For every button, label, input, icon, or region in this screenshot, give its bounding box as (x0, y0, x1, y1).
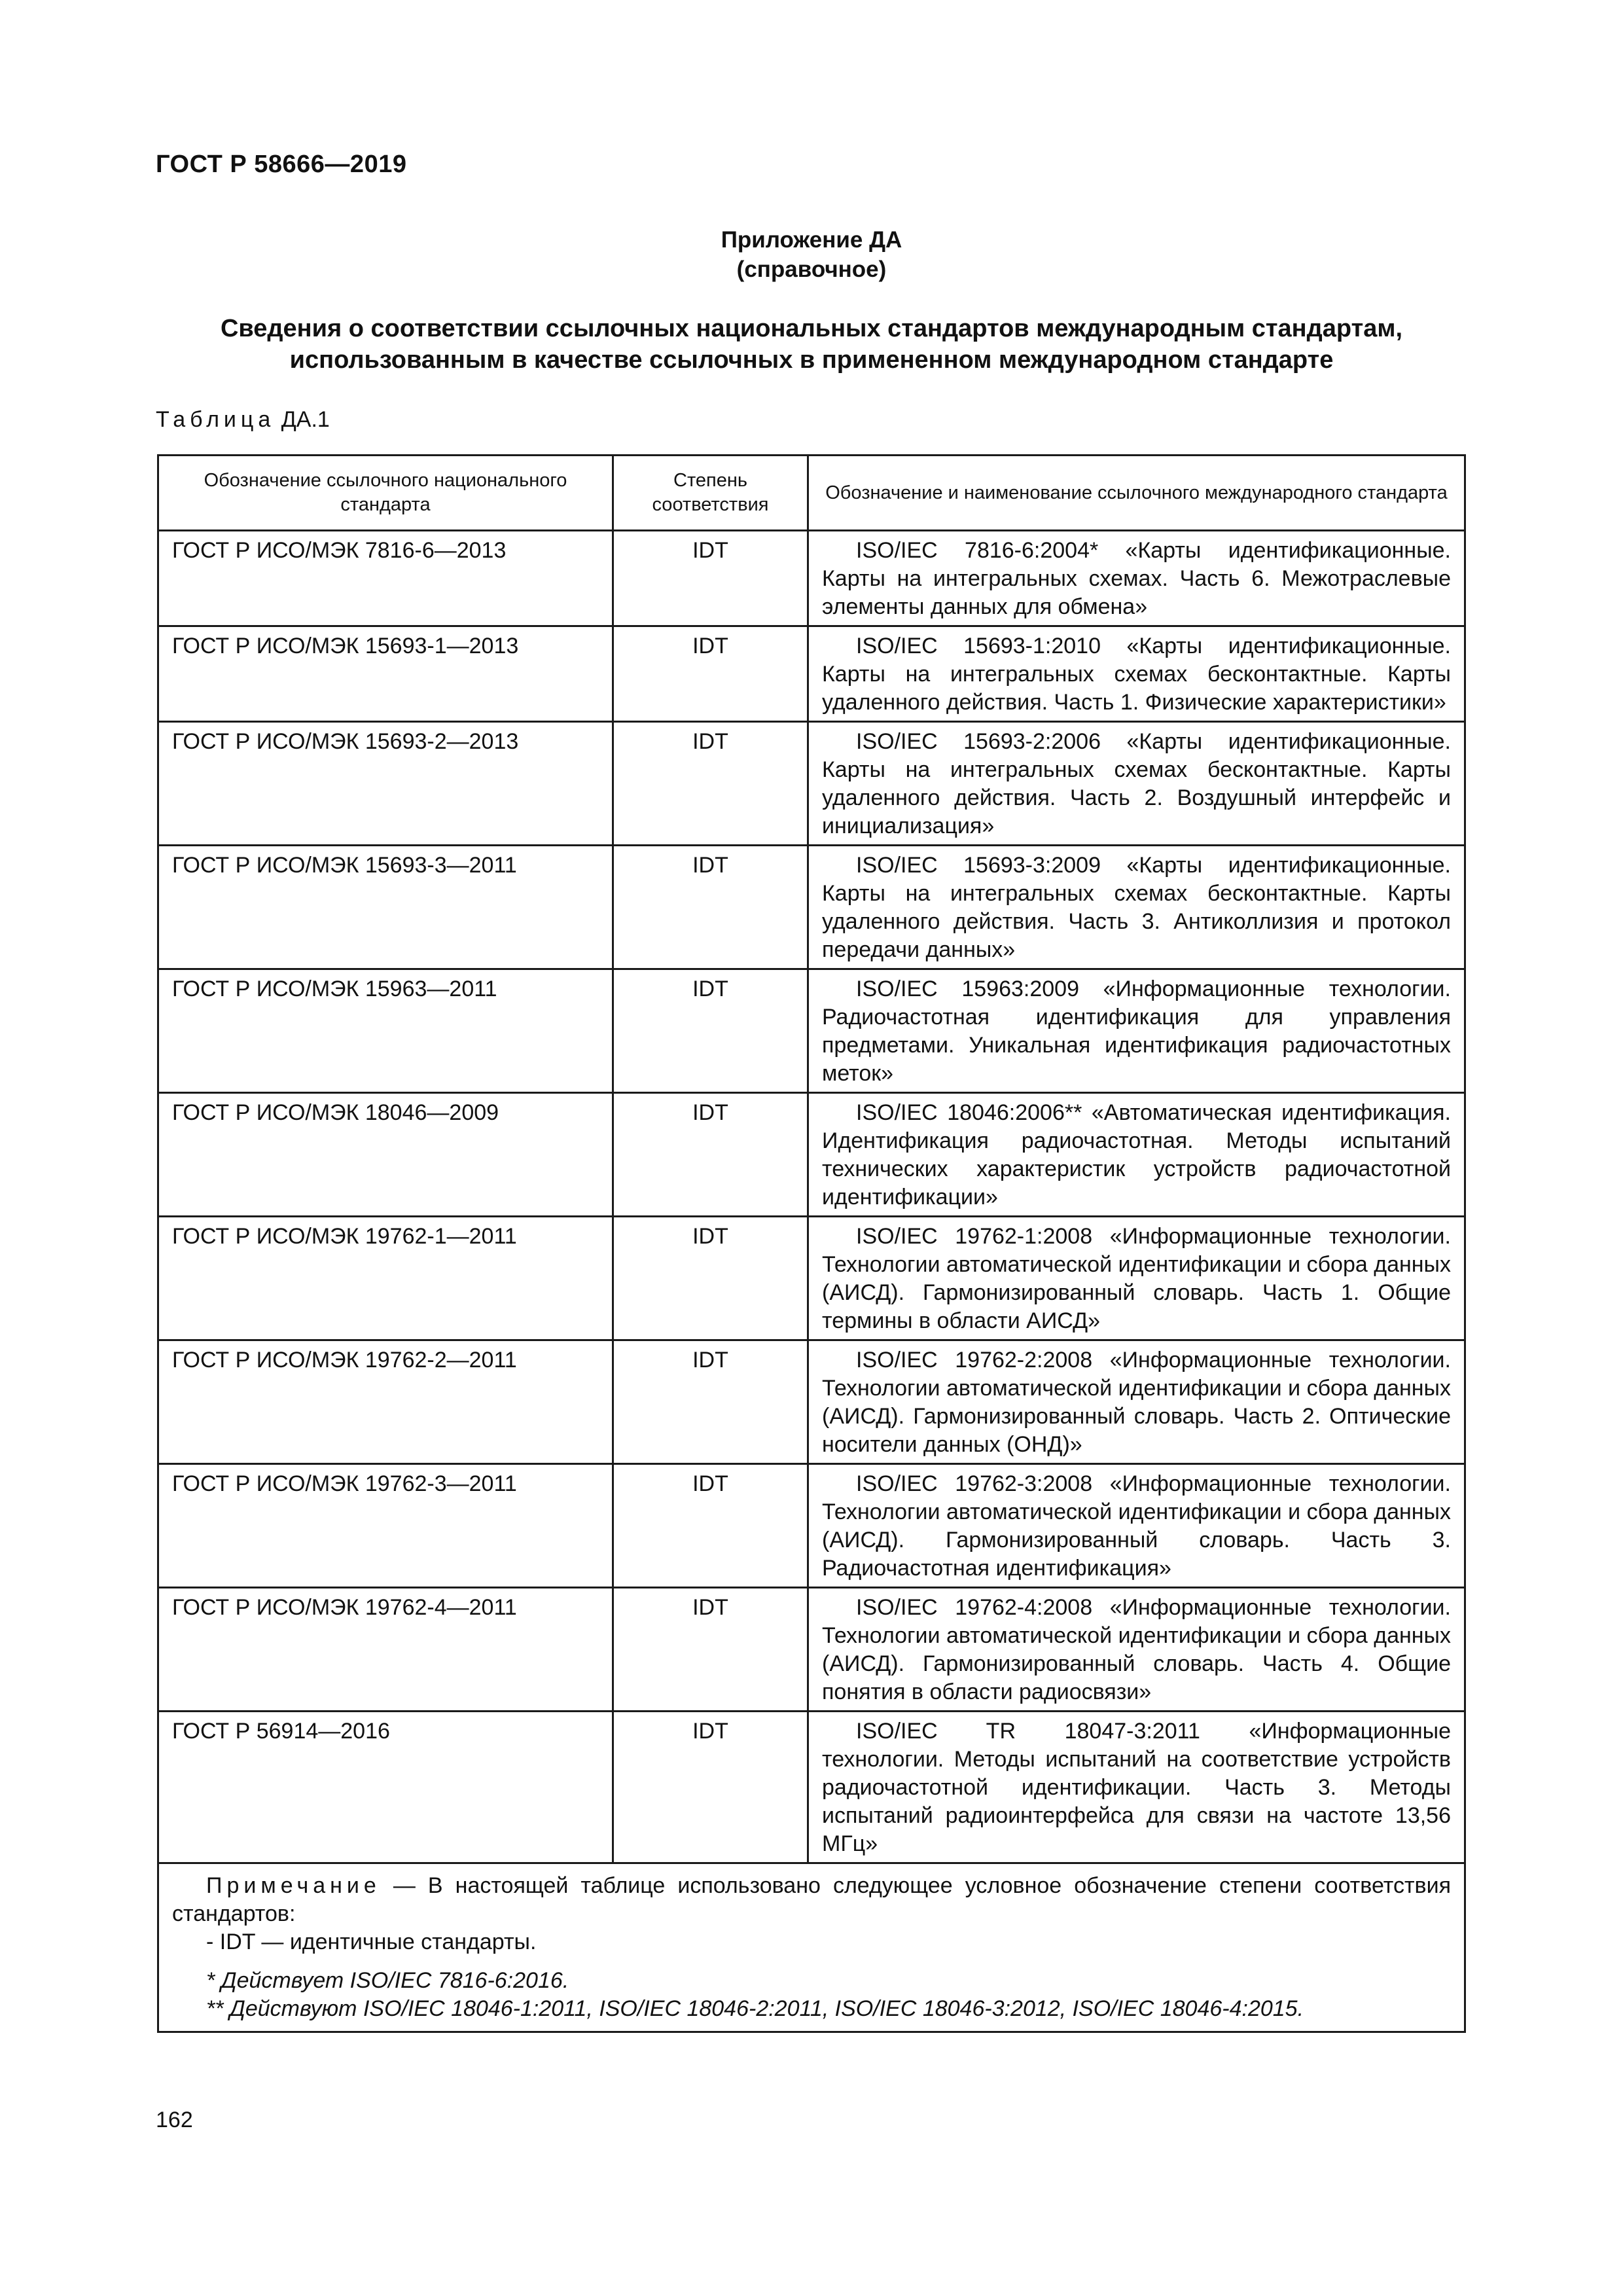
international-standard-cell: ISO/IEC 18046:2006** «Автоматическая идентификация. Идентификация радиочастотная. Методы испытаний технических характеристик устройств радиочастотной идентификации» (808, 1093, 1465, 1217)
national-standard-cell: ГОСТ Р ИСО/МЭК 15963—2011 (158, 969, 613, 1093)
table-row (158, 1588, 1465, 1712)
national-standard-cell: ГОСТ Р ИСО/МЭК 19762-3—2011 (158, 1464, 613, 1588)
degree-cell: IDT (613, 1093, 808, 1217)
table-row (158, 722, 1465, 846)
document-code: ГОСТ Р 58666—2019 (156, 151, 407, 178)
note-item: - IDT — идентичные стандарты. (206, 1929, 537, 1954)
header-national-standard: Обозначение ссылочного национального стандарта (158, 456, 613, 531)
national-standard-cell: ГОСТ Р ИСО/МЭК 19762-1—2011 (158, 1217, 613, 1340)
note-label: Примечание (206, 1873, 381, 1898)
national-standard-cell: ГОСТ Р ИСО/МЭК 7816-6—2013 (158, 531, 613, 626)
national-standard-cell: ГОСТ Р ИСО/МЭК 15693-1—2013 (158, 626, 613, 722)
section-heading-line: Сведения о соответствии ссылочных национальных стандартов международным стандартам, (220, 315, 1403, 342)
degree-cell: IDT (613, 1217, 808, 1340)
international-standard-cell: ISO/IEC TR 18047-3:2011 «Информационные технологии. Методы испытаний на соответствие устройств радиочастотной идентификации. Часть 3. Методы испытаний радиоинтерфейса для связи на частоте 13,56 МГц» (808, 1712, 1465, 1863)
appendix-title: Приложение ДА (721, 227, 902, 253)
table-row (158, 1093, 1465, 1217)
table-row (158, 1217, 1465, 1340)
header-degree: Степень соответствия (613, 456, 808, 531)
international-standard-cell: ISO/IEC 19762-3:2008 «Информационные технологии. Технологии автоматической идентификации и сбора данных (АИСД). Гармонизированный словарь. Часть 3. Радиочастотная идентификация» (808, 1464, 1465, 1588)
national-standard-cell: ГОСТ Р ИСО/МЭК 18046—2009 (158, 1093, 613, 1217)
note-text: — В настоящей таблице использовано следующее условное обозначение степени соответствия стандартов: (172, 1873, 1451, 1926)
international-standard-cell: ISO/IEC 19762-1:2008 «Информационные технологии. Технологии автоматической идентификации и сбора данных (АИСД). Гармонизированный словарь. Часть 1. Общие термины в области АИСД» (808, 1217, 1465, 1340)
table-caption (156, 407, 330, 433)
international-standard-cell: ISO/IEC 19762-4:2008 «Информационные технологии. Технологии автоматической идентификации и сбора данных (АИСД). Гармонизированный словарь. Часть 4. Общие понятия в области радиосвязи» (808, 1588, 1465, 1712)
header-international-standard: Обозначение и наименование ссылочного международного стандарта (808, 456, 1465, 531)
degree-cell: IDT (613, 1340, 808, 1464)
section-heading (157, 313, 1466, 376)
table-row (158, 846, 1465, 969)
table-notes-row (158, 1863, 1465, 2032)
footnote: ** Действуют ISO/IEC 18046-1:2011, ISO/IEC 18046-2:2011, ISO/IEC 18046-3:2012, ISO/IEC 18046-4:2015. (206, 1996, 1304, 2021)
degree-cell: IDT (613, 969, 808, 1093)
appendix-subtitle: (справочное) (736, 257, 887, 282)
page-number: 162 (156, 2108, 193, 2132)
section-heading-line: использованным в качестве ссылочных в примененном международном стандарте (289, 346, 1334, 374)
national-standard-cell: ГОСТ Р ИСО/МЭК 15693-2—2013 (158, 722, 613, 846)
table-row (158, 531, 1465, 626)
table-row (158, 1712, 1465, 1863)
degree-cell: IDT (613, 722, 808, 846)
table-caption-word: Таблица (156, 407, 276, 432)
international-standard-cell: ISO/IEC 19762-2:2008 «Информационные технологии. Технологии автоматической идентификации и сбора данных (АИСД). Гармонизированный словарь. Часть 2. Оптические носители данных (ОНД)» (808, 1340, 1465, 1464)
reference-standards-table (157, 454, 1466, 2033)
table-header-row (158, 456, 1465, 531)
table-row (158, 1464, 1465, 1588)
international-standard-cell: ISO/IEC 15693-1:2010 «Карты идентификационные. Карты на интегральных схемах бесконтактные. Карты удаленного действия. Часть 1. Физические характеристики» (808, 626, 1465, 722)
table-notes-cell (158, 1863, 1465, 2032)
national-standard-cell: ГОСТ Р ИСО/МЭК 19762-2—2011 (158, 1340, 613, 1464)
international-standard-cell: ISO/IEC 15693-2:2006 «Карты идентификационные. Карты на интегральных схемах бесконтактные. Карты удаленного действия. Часть 2. Воздушный интерфейс и инициализация» (808, 722, 1465, 846)
international-standard-cell: ISO/IEC 7816-6:2004* «Карты идентификационные. Карты на интегральных схемах. Часть 6. Межотраслевые элементы данных для обмена» (808, 531, 1465, 626)
international-standard-cell: ISO/IEC 15963:2009 «Информационные технологии. Радиочастотная идентификация для управления предметами. Уникальная идентификация радиочастотных меток» (808, 969, 1465, 1093)
note-paragraph (172, 1872, 1451, 1928)
degree-cell: IDT (613, 626, 808, 722)
degree-cell: IDT (613, 1464, 808, 1588)
national-standard-cell: ГОСТ Р ИСО/МЭК 15693-3—2011 (158, 846, 613, 969)
national-standard-cell: ГОСТ Р ИСО/МЭК 19762-4—2011 (158, 1588, 613, 1712)
table-row (158, 1340, 1465, 1464)
table-caption-number: ДА.1 (281, 407, 330, 432)
degree-cell: IDT (613, 846, 808, 969)
table-row (158, 626, 1465, 722)
national-standard-cell: ГОСТ Р 56914—2016 (158, 1712, 613, 1863)
degree-cell: IDT (613, 1712, 808, 1863)
degree-cell: IDT (613, 1588, 808, 1712)
table-row (158, 969, 1465, 1093)
degree-cell: IDT (613, 531, 808, 626)
footnote: * Действует ISO/IEC 7816-6:2016. (206, 1968, 569, 1993)
international-standard-cell: ISO/IEC 15693-3:2009 «Карты идентификационные. Карты на интегральных схемах бесконтактные. Карты удаленного действия. Часть 3. Антиколлизия и протокол передачи данных» (808, 846, 1465, 969)
